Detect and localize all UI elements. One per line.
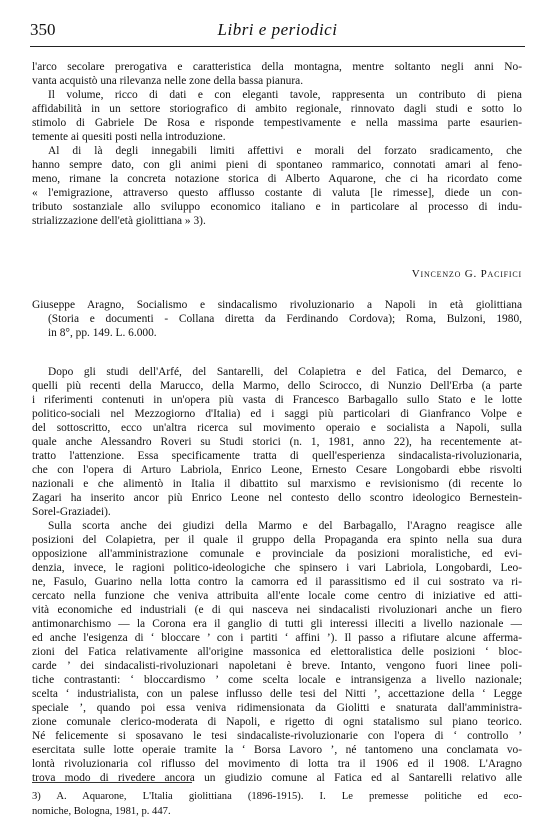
text-line: ne, Fasulo, Guarino nella lotta contro la camorra ed il parassitismo ed il cui sostrato va ri-	[32, 576, 522, 588]
footnote-line: 3) A. Aquarone, L'Italia giolittiana (1896-1915). I. Le premesse politiche ed eco-	[32, 791, 522, 802]
text-line: opposizione all'amministrazione comunale e provinciale da posizioni moralistiche, ed evi-	[32, 548, 522, 560]
text-line: Sulla scorta anche dei giudizi della Marmo e del Barbagallo, l'Aragno reagisce alle	[48, 520, 522, 532]
running-title: Libri e periodici	[217, 20, 338, 39]
text-line: nazionali e che alimentò in Italia il dibattito sul marxismo e revisionismo (di recente lo	[32, 478, 522, 490]
text-line: quale anche Alessandro Roveri su Studi storici (n. 1, 1981, anno 22), ha recentemente at-	[32, 436, 522, 448]
page-number: 350	[30, 20, 56, 39]
text-line: hanno sempre dato, con gli animi pieni di spontaneo rammarico, connotati amari al feno-	[32, 159, 522, 171]
text-line: Sorel-Graziadei).	[32, 506, 111, 518]
text-line: denzia, invece, le ragioni politico-ideologiche che spinsero i vari Labriola, Longobardi, Leo-	[32, 562, 522, 574]
text-line: tributo sostanziale allo sviluppo economico italiano e in particolare al processo di indu-	[32, 201, 522, 213]
text-line: tratto l'attenzione. Essa specificamente tratta di quell'esperienza sindacalista-rivoluzionaria,	[32, 450, 522, 462]
text-line: esercitata sulle lotte operaie tramite la ‘ Borsa Lavoro ’, né tantomeno una conclamata vo-	[32, 744, 522, 756]
text-line: « l'emigrazione, attraverso questo afflusso costante di valuta [le rimesse], diede un con-	[32, 187, 522, 199]
heading-line: in 8°, pp. 149. L. 6.000.	[48, 327, 157, 339]
text-line: carde ’ dei sindacalisti-rivoluzionari napoletani è breve. Intanto, vengono fuori linee poli-	[32, 660, 522, 672]
text-line: strializzazione dell'età giolittiana » 3).	[32, 215, 206, 227]
text-line: cercato nella funzione che veniva attribuita all'ente locale come centro di iniziative ed atti-	[32, 590, 522, 602]
text-line: Zagari ha inserito ancor più Enrico Leone nel contesto dello scontro ideologico Bernestein-	[32, 492, 522, 504]
text-line: posizioni del Colapietra, per il quale il gruppo della Propaganda era spinto nella sua dura	[32, 534, 522, 546]
footnote	[32, 789, 522, 819]
text-line: affidabilità in un settore storiografico di ambito regionale, rinnovato dagli studi e sotto lo	[32, 103, 522, 115]
text-line: antimonarchismo — la Corona era il ganglio di tutti gli interessi illeciti a livello nazionale —	[32, 618, 522, 630]
text-line: zione comunale clerico-moderata di Napoli, e rigetto di ogni statalismo sul piano teorico.	[32, 716, 522, 728]
footnote-line: nomiche, Bologna, 1981, p. 447.	[32, 806, 171, 817]
review-body	[32, 365, 522, 785]
text-line: temente ai quesiti posti nella introduzione.	[32, 131, 226, 143]
text-line: quelli più recenti della Marucco, della Marmo, dello Scirocco, di Nunzio Dell'Erba (a parte	[32, 380, 522, 392]
text-line: Dopo gli studi dell'Arfé, del Santarelli, del Colapietra e del Fatica, del Demarco, e	[48, 366, 522, 378]
text-line: i riferimenti contenuti in un'opera più vasta di Francesco Barbagallo sullo Stato e le lotte	[32, 394, 522, 406]
text-line: zioni del Fatica relativamente all'origine massonica ed elettoralistica delle posizioni ‘ bloc-	[32, 646, 522, 658]
heading-line: Giuseppe Aragno, Socialismo e sindacalismo rivoluzionario a Napoli in età giolittiana	[32, 299, 522, 311]
text-line: stimolo di Gabriele De Rosa e risponde tempestivamente e nella massima parte esaurien-	[32, 117, 522, 129]
footnote-rule	[32, 782, 192, 783]
text-line: Il volume, ricco di dati e con eleganti tavole, rappresenta un contributo di piena	[48, 89, 522, 101]
page-header	[30, 20, 525, 47]
text-line: che con l'opera di Arturo Labriola, Enrico Leone, Ernesto Cesare Longobardi ebbe risvolti	[32, 464, 522, 476]
text-line: vità economiche ed industriali (e di qui nasceva nei sindacalisti rivoluzionari anche un fiero	[32, 604, 522, 616]
text-line: politico-sociali nel Mezzogiorno d'Italia) ed i saggi più particolari di Gianfranco Volpe e	[32, 408, 522, 420]
text-line: scelta ‘ industrialista, con un palese influsso delle tesi del Nitti ’, accettazione della ‘ Legge	[32, 688, 522, 700]
text-line: speciale ’, quando poi essa veniva ridimensionata da Giolitti e snaturata dall'amministra-	[32, 702, 522, 714]
text-line: del sottoscritto, ecco un'altra ricerca sul movimento operaio e socialista a Napoli, sulla	[32, 422, 522, 434]
text-line: ed anche l'esigenza di ‘ bloccare ’ con i partiti ‘ affini ’). Il passo a rifiutare alcune afferma-	[32, 632, 522, 644]
author-signature: Vincenzo G. Pacifici	[411, 268, 522, 280]
review-heading	[32, 298, 522, 340]
text-line: l'arco secolare prerogativa e caratteristica della montagna, mentre soltanto negli anni No-	[32, 61, 522, 73]
text-line: Al di là degli innegabili limiti affettivi e morali del forzato sradicamento, che	[48, 145, 522, 157]
heading-line: (Storia e documenti - Collana diretta da Ferdinando Cordova); Roma, Bulzoni, 1980,	[48, 313, 522, 325]
text-line: lontà rivoluzionaria col riflusso del movimento di lotta tra il 1906 ed il 1908. L'Aragno	[32, 758, 522, 770]
text-line: trova modo di rivedere ancora un giudizio comune al Fatica ed al Santarelli relativo alle	[32, 772, 522, 784]
text-line: meno, rimane la concreta notazione storica di Alberto Aquarone, che ci ha ricordato come	[32, 173, 522, 185]
article-1-text	[32, 60, 522, 228]
text-line: vanta acquistò una rilevanza nelle zone della bassa pianura.	[32, 75, 304, 87]
text-line: tiche contrastanti: ‘ bloccardismo ’ come scelta locale e intransigenza a livello nazionale;	[32, 674, 522, 686]
text-line: Né felicemente si sposavano le tesi sindacaliste-rivoluzionarie con l'opera di ‘ controllo ’	[32, 730, 522, 742]
